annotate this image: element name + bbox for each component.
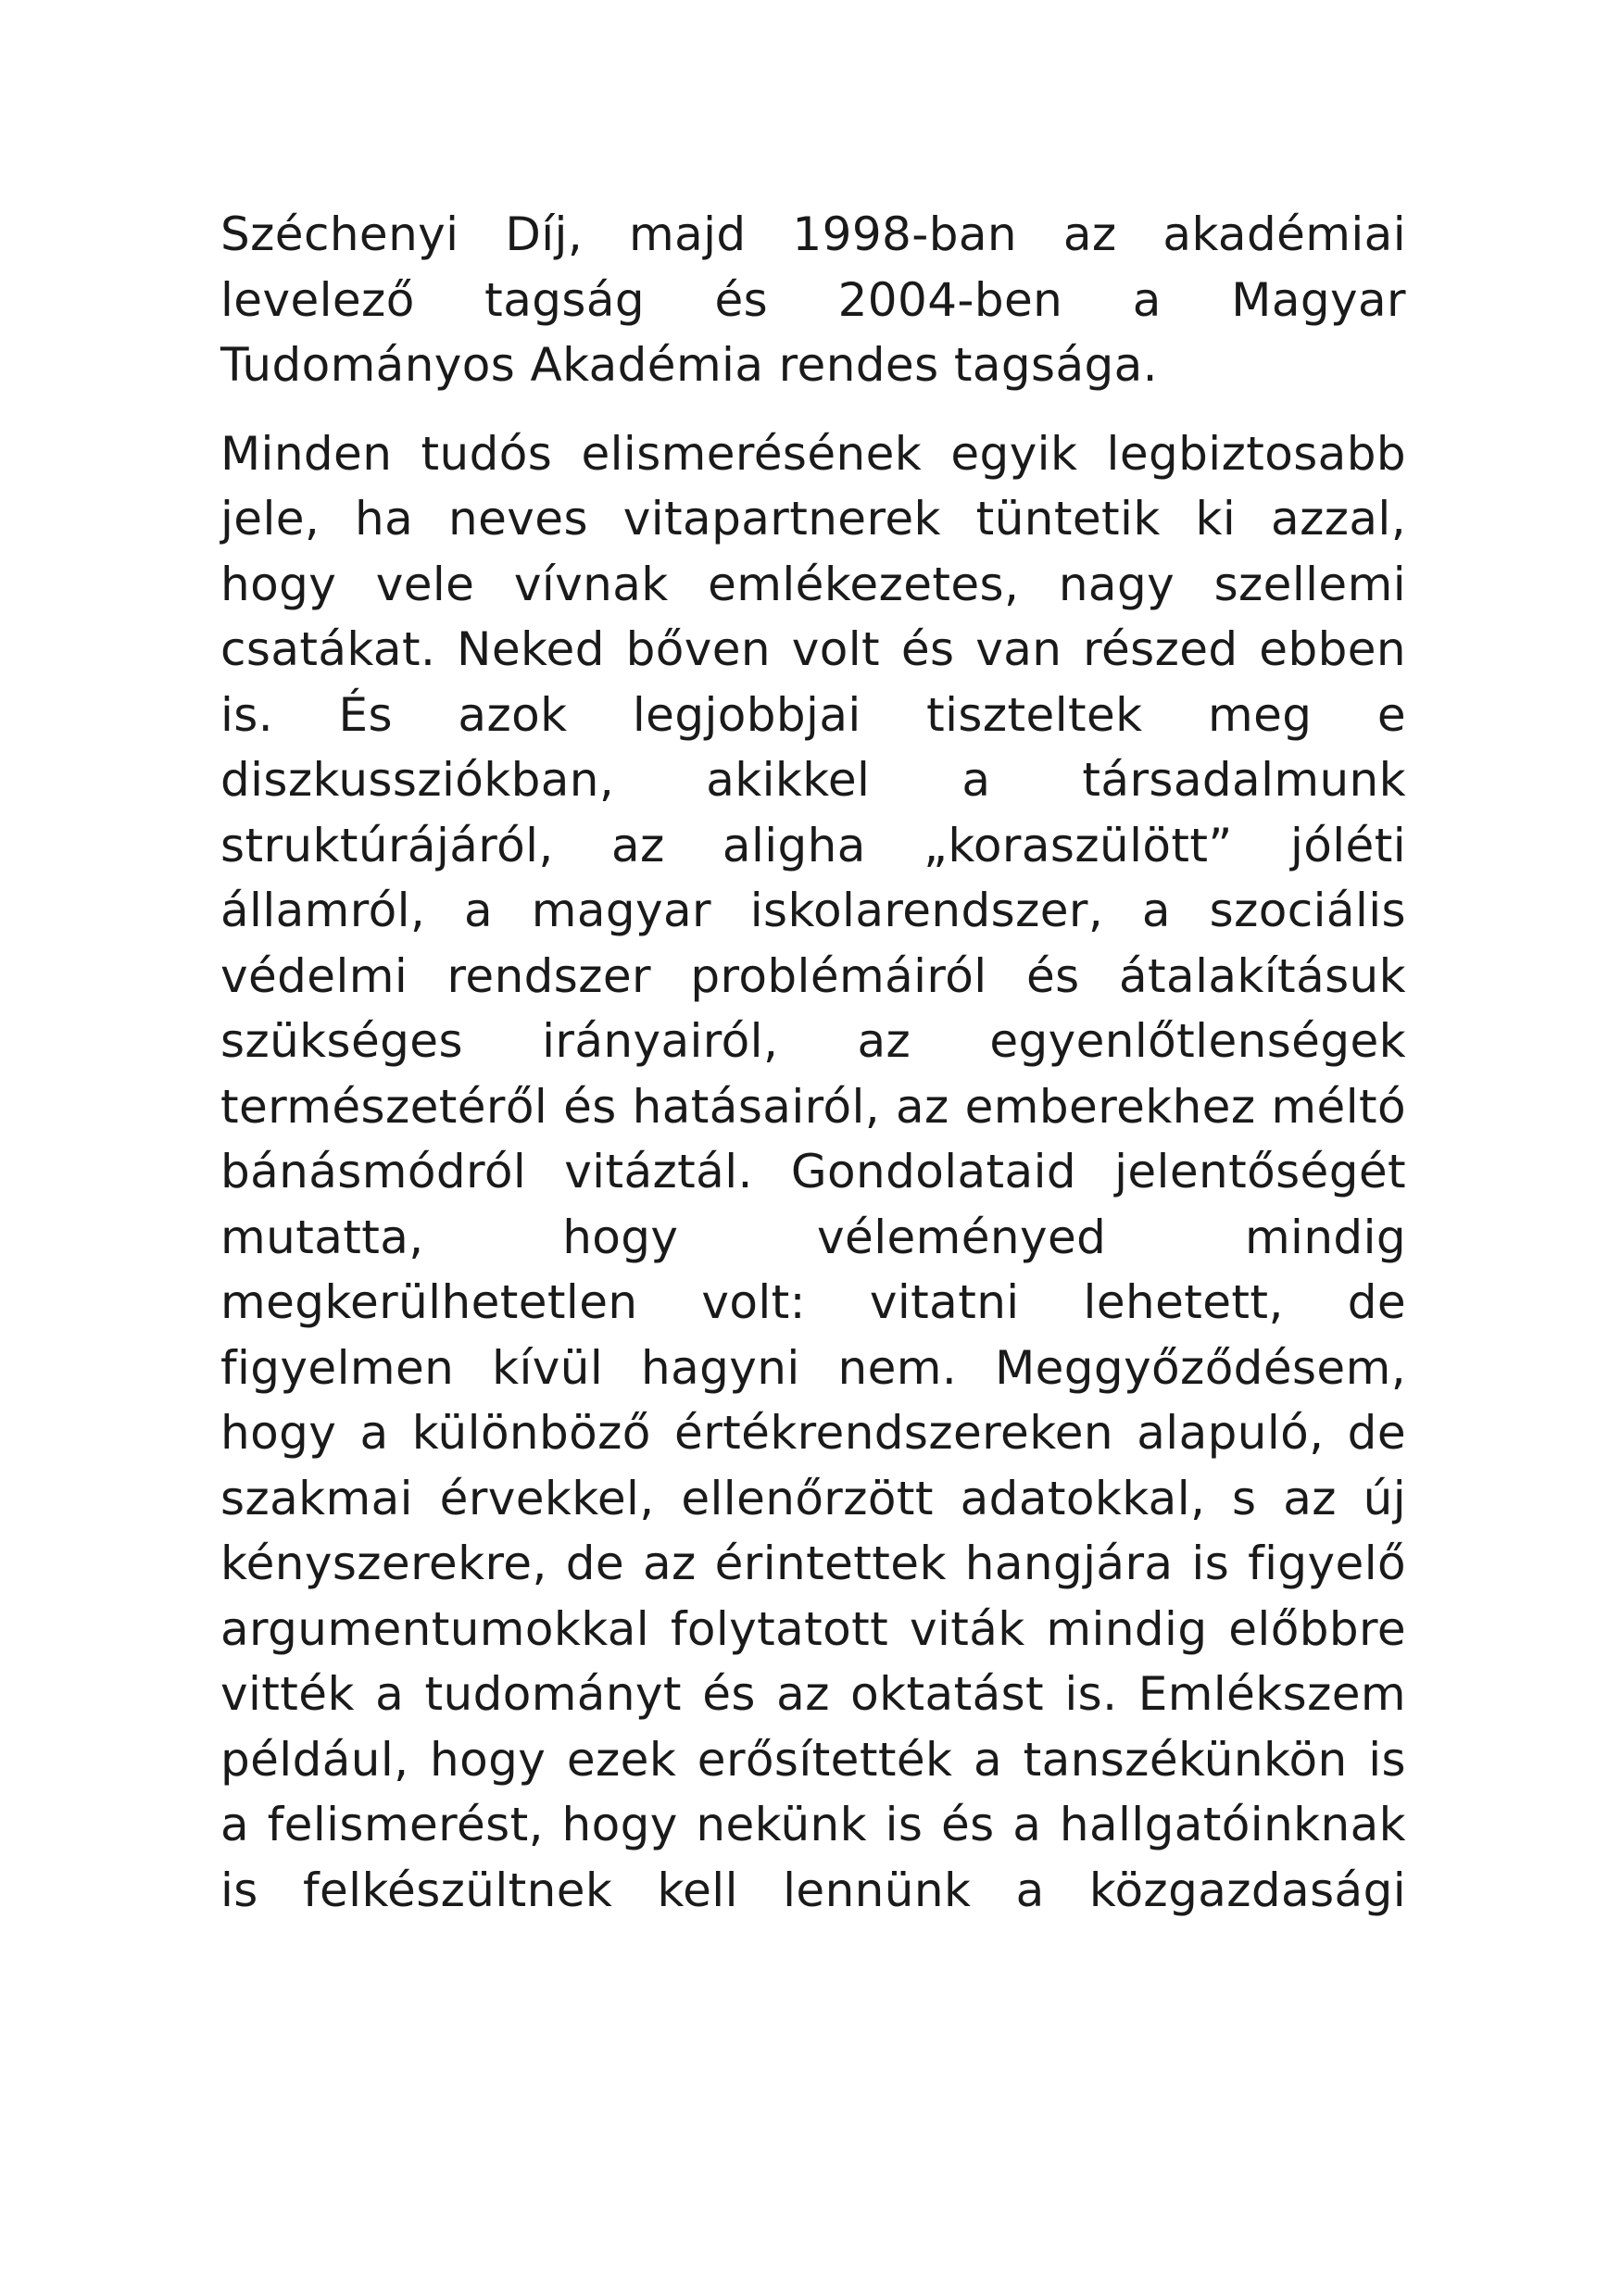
text-line: hogy a különböző értékrendszereken alapuló, de — [220, 1406, 1406, 1460]
text-line: például, hogy ezek erősítették a tanszékünkön is — [220, 1732, 1406, 1787]
paragraph-2 — [220, 421, 1406, 1924]
text-line: argumentumokkal folytatott viták mindig előbbre — [220, 1601, 1406, 1656]
text-line: csatákat. Neked bőven volt és van részed ebben — [220, 622, 1406, 676]
body-text — [220, 202, 1406, 1923]
text-line: diszkussziókban, akikkel a társadalmunk — [220, 753, 1406, 807]
paragraph-1 — [220, 202, 1406, 398]
text-line: Minden tudós elismerésének egyik legbiztosabb — [220, 426, 1406, 481]
text-line: vitték a tudományt és az oktatást is. Emlékszem — [220, 1667, 1406, 1721]
text-line: bánásmódról vitáztál. Gondolataid jelentőségét — [220, 1145, 1406, 1198]
text-line: Széchenyi Díj, majd 1998-ban az akadémiai — [220, 207, 1406, 261]
text-line: államról, a magyar iskolarendszer, a szociális — [220, 884, 1406, 937]
text-line: is felkészültnek kell lennünk a közgazdasági — [220, 1863, 1406, 1917]
text-line: figyelmen kívül hagyni nem. Meggyőződésem, — [220, 1340, 1406, 1395]
text-line: megkerülhetetlen volt: vitatni lehetett, de — [220, 1275, 1406, 1329]
text-line: szükséges irányairól, az egyenlőtlenségek — [220, 1014, 1406, 1068]
text-line: Tudományos Akadémia rendes tagsága. — [220, 338, 1158, 392]
text-line: jele, ha neves vitapartnerek tüntetik ki azzal, — [220, 492, 1406, 546]
text-line: mutatta, hogy véleményed mindig — [220, 1210, 1406, 1264]
text-line: kényszerekre, de az érintettek hangjára is figyelő — [220, 1537, 1406, 1590]
text-line: a felismerést, hogy nekünk is és a hallgatóinknak — [220, 1798, 1406, 1851]
text-line: is. És azok legjobbjai tiszteltek meg e — [220, 687, 1406, 742]
text-line: védelmi rendszer problémáiról és átalakításuk — [220, 948, 1406, 1003]
text-line: levelező tagság és 2004-ben a Magyar — [220, 272, 1406, 327]
text-line: természetéről és hatásairól, az emberekhez méltó — [220, 1079, 1406, 1134]
text-line: szakmai érvekkel, ellenőrzött adatokkal, s az új — [220, 1471, 1406, 1525]
text-line: struktúrájáról, az aligha „koraszülött” jóléti — [220, 818, 1406, 872]
text-line: hogy vele vívnak emlékezetes, nagy szellemi — [220, 557, 1406, 611]
